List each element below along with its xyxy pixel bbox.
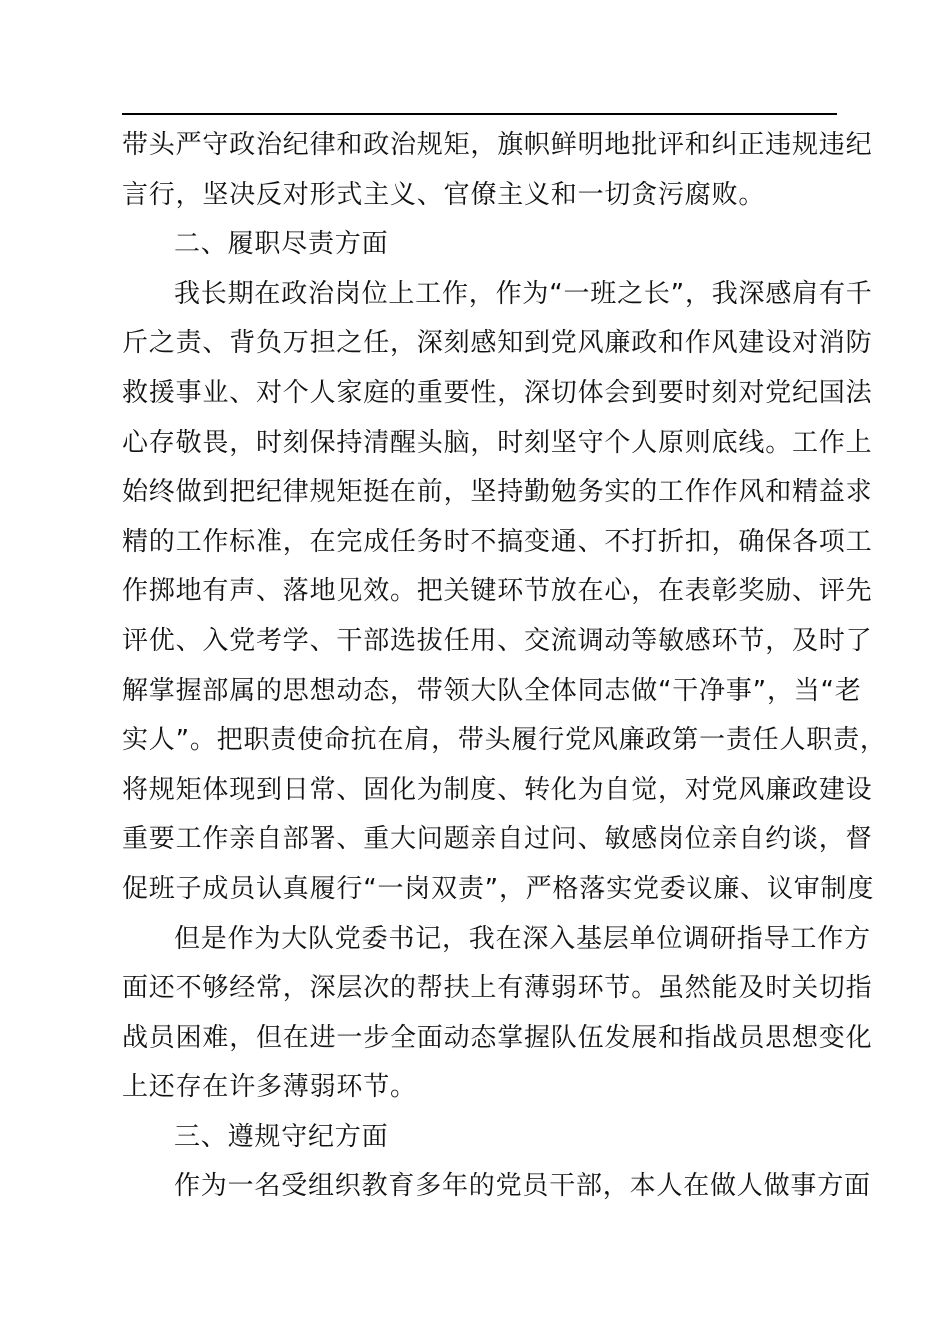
text-line: 救援事业、对个人家庭的重要性，深切体会到要时刻对党纪国法: [122, 377, 873, 408]
paragraph-start: 我长期在政治岗位上工作，作为“一班之长”，我深感肩有千: [174, 278, 873, 309]
text-line: 战员困难，但在进一步全面动态掌握队伍发展和指战员思想变化: [122, 1022, 873, 1053]
text-line: 促班子成员认真履行“一岗双责”，严格落实党委议廉、议审制度: [122, 873, 875, 904]
paragraph-start: 作为一名受组织教育多年的党员干部，本人在做人做事方面: [174, 1171, 871, 1202]
text-line: 实人”。把职责使命抗在肩，带头履行党风廉政第一责任人职责，: [122, 725, 887, 756]
text-line: 面还不够经常，深层次的帮扶上有薄弱环节。虽然能及时关切指: [122, 973, 873, 1004]
paragraph-start: 但是作为大队党委书记，我在深入基层单位调研指导工作方: [174, 923, 871, 954]
text-line: 上还存在许多薄弱环节。: [122, 1072, 417, 1103]
text-line: 始终做到把纪律规矩挺在前，坚持勤勉务实的工作作风和精益求: [122, 477, 873, 508]
text-line: 斤之责、背负万担之任，深刻感知到党风廉政和作风建设对消防: [122, 328, 873, 359]
text-line: 心存敬畏，时刻保持清醒头脑，时刻坚守个人原则底线。工作上: [122, 427, 873, 458]
section-heading: 二、履职尽责方面: [174, 229, 389, 260]
body-text: [122, 121, 887, 1212]
text-line: 解掌握部属的思想动态，带领大队全体同志做“干净事”，当“老: [122, 675, 862, 706]
text-line: 评优、入党考学、干部选拔任用、交流调动等敏感环节，及时了: [122, 625, 873, 656]
text-line: 带头严守政治纪律和政治规矩，旗帜鲜明地批评和纠正违规违纪: [122, 130, 873, 160]
text-line: 作掷地有声、落地见效。把关键环节放在心，在表彰奖励、评先: [122, 576, 873, 607]
text-line: 精的工作标准，在完成任务时不搞变通、不打折扣，确保各项工: [122, 526, 873, 557]
text-line: 言行，坚决反对形式主义、官僚主义和一切贪污腐败。: [122, 179, 766, 210]
text-line: 重要工作亲自部署、重大问题亲自过问、敏感岗位亲自约谈，督: [122, 824, 873, 855]
header-rule: [122, 113, 837, 115]
text-line: 将规矩体现到日常、固化为制度、转化为自觉，对党风廉政建设: [122, 774, 873, 805]
section-heading: 三、遵规守纪方面: [174, 1121, 389, 1152]
